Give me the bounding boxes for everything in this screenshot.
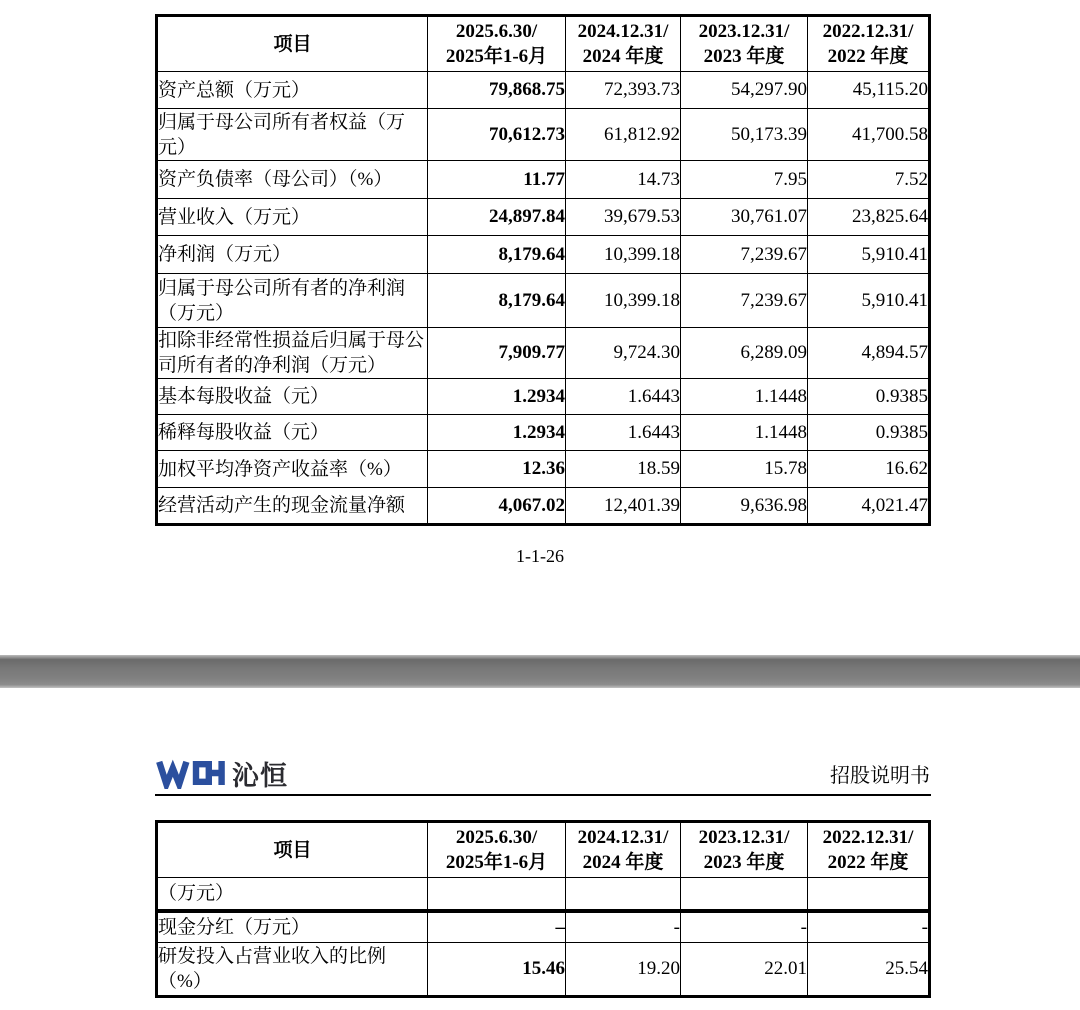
cell-value: 18.59	[566, 451, 681, 488]
cell-value: 70,612.73	[428, 109, 566, 161]
cell-value	[681, 878, 808, 910]
cell-value: –	[428, 912, 566, 943]
cell-value: 1.1448	[681, 379, 808, 415]
cell-value: 19.20	[566, 943, 681, 997]
cell-value: 0.9385	[808, 415, 930, 451]
cell-value: 39,679.53	[566, 199, 681, 236]
table-dividends-rd	[155, 910, 931, 998]
cell-value: 1.1448	[681, 415, 808, 451]
cell-value: 0.9385	[808, 379, 930, 415]
cell-value: 61,812.92	[566, 109, 681, 161]
header-rule	[155, 794, 931, 796]
table-row	[157, 379, 930, 415]
cell-value: 7,239.67	[681, 274, 808, 328]
row-label: 净利润（万元）	[157, 236, 428, 274]
header-2025: 2025.6.30/ 2025年1-6月	[428, 822, 566, 878]
table-row	[157, 912, 930, 943]
header-2024: 2024.12.31/ 2024 年度	[566, 822, 681, 878]
table-row	[157, 161, 930, 199]
row-label: 经营活动产生的现金流量净额	[157, 488, 428, 525]
table-row	[157, 236, 930, 274]
table-header-row	[157, 16, 930, 72]
cell-value: 7.95	[681, 161, 808, 199]
cell-value: 9,724.30	[566, 328, 681, 379]
cell-value: 5,910.41	[808, 274, 930, 328]
header-2022: 2022.12.31/ 2022 年度	[808, 16, 930, 72]
cell-value: 11.77	[428, 161, 566, 199]
cell-value: 8,179.64	[428, 236, 566, 274]
cell-value: 22.01	[681, 943, 808, 997]
header-2023: 2023.12.31/ 2023 年度	[681, 16, 808, 72]
cell-value: 12.36	[428, 451, 566, 488]
header-2022: 2022.12.31/ 2022 年度	[808, 822, 930, 878]
cell-value: 15.78	[681, 451, 808, 488]
cell-value: 45,115.20	[808, 72, 930, 109]
row-label: 营业收入（万元）	[157, 199, 428, 236]
cell-value: 7,909.77	[428, 328, 566, 379]
row-label: 归属于母公司所有者权益（万元）	[157, 109, 428, 161]
row-label: 现金分红（万元）	[157, 912, 428, 943]
cell-value: 10,399.18	[566, 274, 681, 328]
cell-value: -	[566, 912, 681, 943]
cell-value: 8,179.64	[428, 274, 566, 328]
row-label: 资产总额（万元）	[157, 72, 428, 109]
table-row	[157, 451, 930, 488]
page-number: 1-1-26	[516, 546, 564, 566]
row-label: 扣除非经常性损益后归属于母公司所有者的净利润（万元）	[157, 328, 428, 379]
row-label: 研发投入占营业收入的比例（%）	[157, 943, 428, 997]
cell-value	[428, 878, 566, 910]
table-continuation-top	[155, 820, 931, 910]
cell-value: 1.2934	[428, 415, 566, 451]
row-label: 稀释每股收益（元）	[157, 415, 428, 451]
cell-value: 4,021.47	[808, 488, 930, 525]
cell-value: 79,868.75	[428, 72, 566, 109]
row-label: 加权平均净资产收益率（%）	[157, 451, 428, 488]
cell-value: 12,401.39	[566, 488, 681, 525]
page-separator-bar	[0, 655, 1080, 688]
cell-value: 6,289.09	[681, 328, 808, 379]
table-row	[157, 943, 930, 997]
table-row	[157, 72, 930, 109]
cell-value: 14.73	[566, 161, 681, 199]
table-row	[157, 109, 930, 161]
cell-value: 1.2934	[428, 379, 566, 415]
table-row	[157, 328, 930, 379]
cell-value: 4,894.57	[808, 328, 930, 379]
row-label: 归属于母公司所有者的净利润（万元）	[157, 274, 428, 328]
document-type-label: 招股说明书	[830, 765, 930, 787]
table-row-continuation	[157, 878, 930, 910]
table-header-row	[157, 822, 930, 878]
cell-value	[808, 878, 930, 910]
cell-value: 10,399.18	[566, 236, 681, 274]
cell-value: 72,393.73	[566, 72, 681, 109]
row-label: 资产负债率（母公司）（%）	[157, 161, 428, 199]
cell-value: 4,067.02	[428, 488, 566, 525]
row-label: 基本每股收益（元）	[157, 379, 428, 415]
cell-value: 23,825.64	[808, 199, 930, 236]
cell-value: 1.6443	[566, 379, 681, 415]
cell-value: 24,897.84	[428, 199, 566, 236]
cell-value	[566, 878, 681, 910]
cell-value: 7,239.67	[681, 236, 808, 274]
company-name: 沁恒	[232, 760, 288, 791]
header-2025: 2025.6.30/ 2025年1-6月	[428, 16, 566, 72]
header-item: 项目	[157, 16, 428, 72]
cell-value: 25.54	[808, 943, 930, 997]
cell-value: 41,700.58	[808, 109, 930, 161]
table-row	[157, 274, 930, 328]
row-label: （万元）	[157, 878, 428, 910]
financial-summary-table	[155, 14, 931, 526]
header-item: 项目	[157, 822, 428, 878]
table-row	[157, 488, 930, 525]
header-2023: 2023.12.31/ 2023 年度	[681, 822, 808, 878]
cell-value: -	[681, 912, 808, 943]
cell-value: 7.52	[808, 161, 930, 199]
cell-value: 1.6443	[566, 415, 681, 451]
cell-value: 9,636.98	[681, 488, 808, 525]
cell-value: 16.62	[808, 451, 930, 488]
cell-value: 30,761.07	[681, 199, 808, 236]
table-row	[157, 415, 930, 451]
cell-value: 15.46	[428, 943, 566, 997]
header-2024: 2024.12.31/ 2024 年度	[566, 16, 681, 72]
cell-value: -	[808, 912, 930, 943]
cell-value: 5,910.41	[808, 236, 930, 274]
cell-value: 50,173.39	[681, 109, 808, 161]
cell-value: 54,297.90	[681, 72, 808, 109]
table-row	[157, 199, 930, 236]
